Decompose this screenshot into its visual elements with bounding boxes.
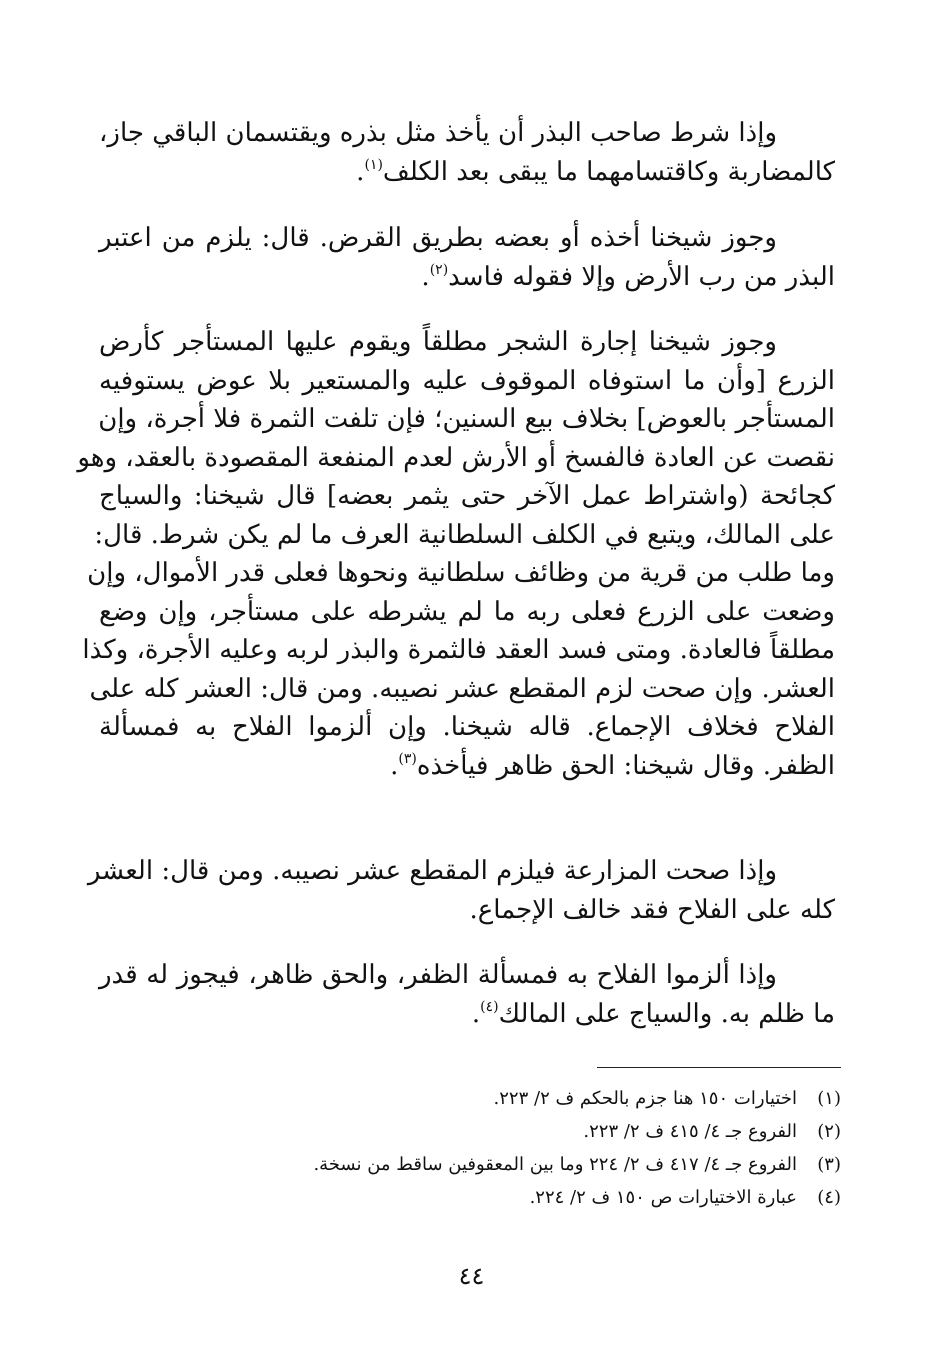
text-line: كله على الفلاح فقد خالف الإجماع. bbox=[469, 894, 835, 925]
text-line: العشر. وإن صحت لزم المقطع عشر نصيبه. ومن قال: العشر كله على bbox=[89, 673, 835, 704]
text-line-content: البذر من رب الأرض وإلا فقوله فاسد bbox=[448, 261, 835, 292]
text-line: المستأجر بالعوض] بخلاف بيع السنين؛ فإن تلفت الثمرة فلا أجرة، وإن bbox=[98, 404, 835, 434]
sentence-end: . bbox=[471, 998, 481, 1029]
sentence-end: . bbox=[356, 156, 365, 187]
footnote-ref: (١) bbox=[364, 156, 383, 173]
text-line: كجائحة (واشتراط عمل الآخر حتى يثمر بعضه] قال شيخنا: والسياج bbox=[99, 481, 835, 511]
text-line: على المالك، ويتبع في الكلف السلطانية العرف ما لم يكن شرط. قال: bbox=[94, 519, 835, 550]
text-line: وإذا صحت المزارعة فيلزم المقطع عشر نصيبه. ومن قال: العشر bbox=[87, 856, 777, 886]
paragraph-5 bbox=[99, 956, 835, 1033]
footnote bbox=[281, 1115, 841, 1148]
footnote-divider bbox=[597, 1067, 841, 1068]
page-number: ٤٤ bbox=[458, 1262, 485, 1290]
footnote bbox=[281, 1148, 841, 1181]
text-line bbox=[99, 995, 835, 1034]
text-line: وضعت على الزرع فعلى ربه ما لم يشرطه على مستأجر، وإن وضع bbox=[99, 596, 835, 627]
sentence-end: . bbox=[421, 261, 430, 292]
text-line bbox=[99, 258, 835, 297]
text-line: الزرع [وأن ما استوفاه الموقوف عليه والمستعير بلا عوض يستوفيه bbox=[99, 365, 835, 396]
paragraph-4 bbox=[87, 852, 835, 929]
text-line: وإذا ألزموا الفلاح به فمسألة الظفر، والحق ظاهر، فيجوز له قدر bbox=[99, 960, 777, 990]
footnote-number: (٢) bbox=[817, 1121, 841, 1142]
footnote bbox=[281, 1181, 841, 1214]
text-line: وجوز شيخنا إجارة الشجر مطلقاً ويقوم عليها المستأجر كأرض bbox=[99, 327, 777, 357]
footnote-ref: (٣) bbox=[398, 750, 417, 767]
footnote-number: (١) bbox=[817, 1088, 841, 1109]
text-line: الفلاح فخلاف الإجماع. قاله شيخنا. وإن ألزموا الفلاح به فمسألة bbox=[99, 712, 835, 742]
footnote-number: (٤) bbox=[817, 1187, 841, 1208]
text-line: وإذا شرط صاحب البذر أن يأخذ مثل بذره ويقتسمان الباقي جاز، bbox=[99, 118, 777, 148]
text-line: نقصت عن العادة فالفسخ أو الأرش لعدم المنفعة المقصودة بالعقد، وهو bbox=[77, 442, 835, 473]
text-line-content: ما ظلم به. والسياج على المالك bbox=[498, 998, 835, 1029]
footnote bbox=[281, 1082, 841, 1115]
text-line: مطلقاً فالعادة. ومتى فسد العقد فالثمرة والبذر لربه وعليه الأجرة، وكذا bbox=[82, 635, 835, 665]
footnote-ref: (٤) bbox=[480, 998, 499, 1015]
footnotes bbox=[281, 1082, 841, 1214]
text-line bbox=[99, 747, 835, 786]
sentence-end: . bbox=[390, 750, 399, 781]
footnote-text: اختيارات ١٥٠ هنا جزم بالحكم ف ٢/ ٢٢٣. bbox=[493, 1088, 797, 1109]
text-line-content: كالمضاربة وكاقتسامهما ما يبقى بعد الكلف bbox=[382, 156, 835, 187]
text-line: وجوز شيخنا أخذه أو بعضه بطريق القرض. قال: يلزم من اعتبر bbox=[99, 223, 777, 253]
text-line bbox=[99, 153, 835, 192]
text-line-content: الظفر. وقال شيخنا: الحق ظاهر فيأخذه bbox=[416, 750, 835, 781]
paragraph-1 bbox=[99, 114, 835, 191]
footnote-ref: (٢) bbox=[429, 261, 449, 278]
footnote-number: (٣) bbox=[817, 1154, 841, 1175]
footnote-text: الفروع جـ ٤/ ٤١٧ ف ٢/ ٢٢٤ وما بين المعقوفين ساقط من نسخة. bbox=[313, 1154, 797, 1175]
paragraph-2 bbox=[99, 219, 835, 296]
footnote-text: عبارة الاختيارات ص ١٥٠ ف ٢/ ٢٢٤. bbox=[529, 1187, 797, 1208]
footnote-text: الفروع جـ ٤/ ٤١٥ ف ٢/ ٢٢٣. bbox=[583, 1121, 797, 1142]
text-line: وما طلب من قرية من وظائف سلطانية ونحوها فعلى قدر الأموال، وإن bbox=[87, 558, 835, 588]
paragraph-3 bbox=[77, 323, 835, 785]
